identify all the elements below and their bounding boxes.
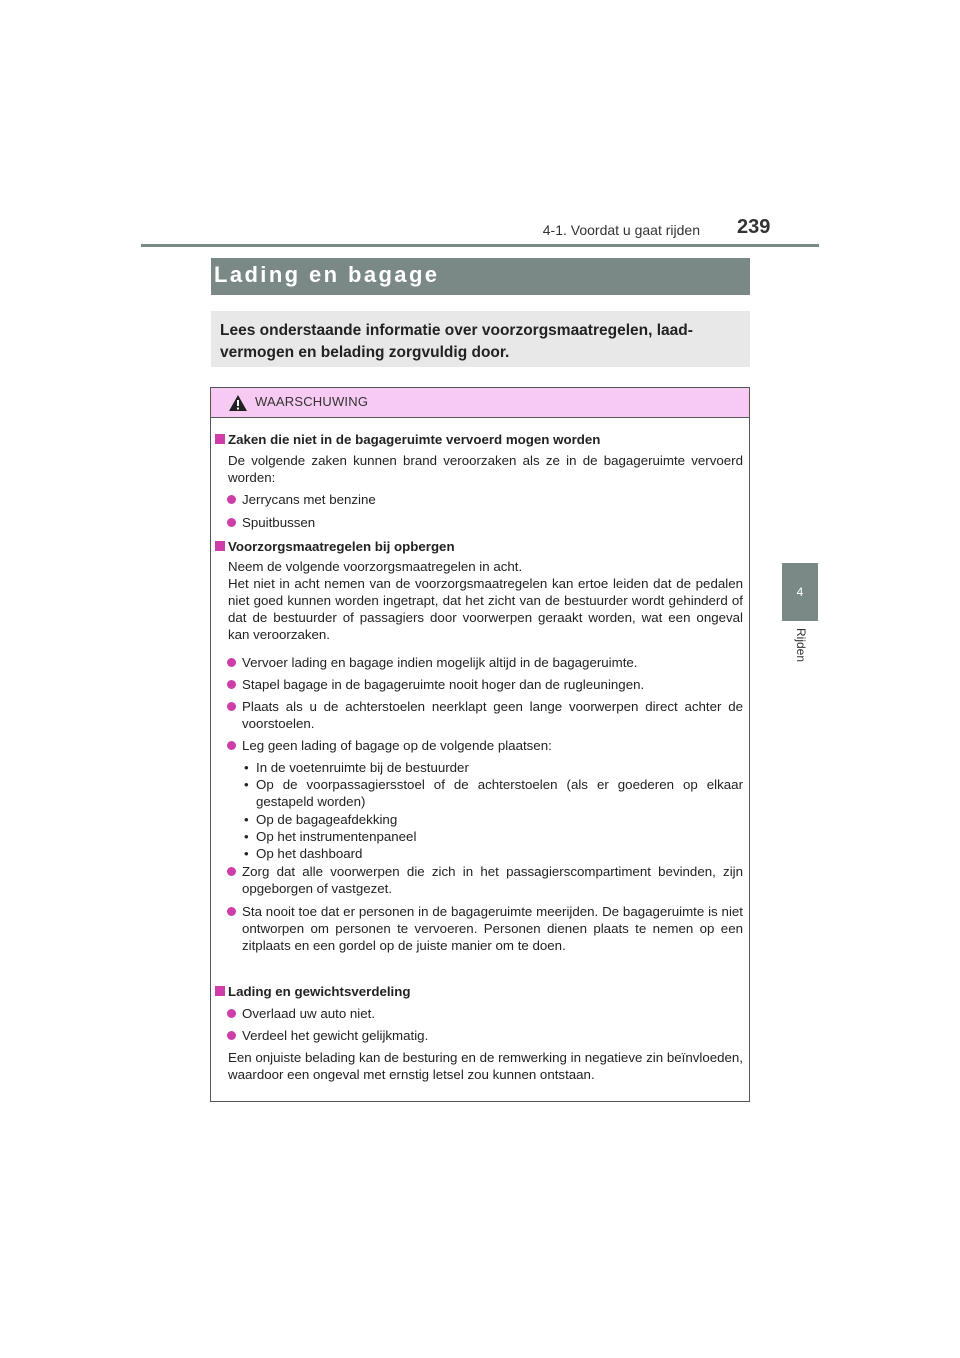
- list-item: Plaats als u de achterstoelen neerklapt geen lange voorwerpen direct achter de voorstoelen.: [242, 699, 743, 731]
- warning-box: WAARSCHUWING Zaken die niet in de bagageruimte vervoerd mogen worden De volgende zaken kunnen brand veroorzaken als ze in de bagageruimte vervoerd worden: Jerrycans met benzine Spuitbussen Voorzorgsmaatregelen bij opbergen Neem de volgende voorzorgsmaatregelen in acht. Het niet in acht nemen van de voorzorgsmaatregelen kan ertoe leiden dat de pedalen niet goed kunnen worden ingetrapt, dat het zicht van de bestuurder wordt gehinderd of dat de bestuurder of passagiers door voorwerpen geraakt worden, wat een ongeval kan veroorzaken. Vervoer lading en bagage indien mogelijk altijd in de bagageruimte. Stapel bagage in de bagageruimte nooit hoger dan de rugleuningen. Plaats als u de achterstoelen neerklapt geen lange voorwerpen direct achter de voorstoelen. Leg geen lading of bagage op de volgende plaatsen: • In de voetenruimte bij de bestuurder • Op de voorpassagiersstoel of de achterstoelen (als er goederen op elkaar gestapeld worden) • Op de bagageafdekking • Op het instrumentenpaneel • Op het dashboard Zorg dat alle voorwerpen die zich in het passagierscompartiment bevinden, zijn opgeborgen of vastgezet. Sta nooit toe dat er personen in de bagageruimte meerijden. De bagageruimte is niet ontworpen om personen te vervoeren. Personen dienen plaats te nemen op een zitplaats en een gordel op de juiste manier om te doen. Lading en gewichtsverdeling Overlaad uw auto niet. Verdeel het gewicht gelijkmatig. Een onjuiste belading kan de besturing en de remwerking in negatieve zin beïnvloeden, waardoor een ongeval met ernstig letsel zou kunnen ontstaan.: [210, 387, 750, 1102]
- round-bullet-icon: [227, 680, 236, 689]
- chapter-tab[interactable]: 4: [782, 563, 818, 621]
- section-heading: Voorzorgsmaatregelen bij opbergen: [228, 539, 455, 554]
- list-item: Sta nooit toe dat er personen in de bagageruimte meerijden. De bagageruimte is niet ontworpen om personen te vervoeren. Personen dienen plaats te nemen op een zitplaats en een gordel op de juiste manier om te doen.: [242, 904, 743, 953]
- list-item: Stapel bagage in de bagageruimte nooit hoger dan de rugleuningen.: [242, 677, 645, 692]
- list-item: Vervoer lading en bagage indien mogelijk altijd in de bagageruimte.: [242, 655, 638, 670]
- square-bullet-icon: [215, 541, 225, 551]
- round-bullet-icon: [227, 495, 236, 504]
- round-bullet-icon: [227, 702, 236, 711]
- section-title: 4-1. Voordat u gaat rijden: [542, 222, 700, 238]
- section-heading: Zaken die niet in de bagageruimte vervoerd mogen worden: [228, 432, 601, 447]
- sub-bullet: •: [244, 812, 249, 827]
- list-item: Spuitbussen: [242, 515, 316, 530]
- list-item: Zorg dat alle voorwerpen die zich in het passagierscompartiment bevinden, zijn opgeborgen of vastgezet.: [242, 864, 743, 896]
- page-number: 239: [737, 216, 771, 238]
- title-bar: [211, 258, 750, 295]
- section-heading: Lading en gewichtsverdeling: [228, 984, 411, 999]
- warning-title: WAARSCHUWING: [255, 394, 369, 409]
- round-bullet-icon: [227, 518, 236, 527]
- chapter-label: Rijden: [794, 628, 808, 663]
- section-text: Neem de volgende voorzorgsmaatregelen in acht.: [228, 559, 523, 574]
- warning-triangle-icon: [228, 394, 248, 412]
- square-bullet-icon: [215, 986, 225, 996]
- round-bullet-icon: [227, 1009, 236, 1018]
- intro-box: [211, 311, 750, 367]
- list-item: Overlaad uw auto niet.: [242, 1006, 376, 1021]
- round-bullet-icon: [227, 1031, 236, 1040]
- round-bullet-icon: [227, 741, 236, 750]
- square-bullet-icon: [215, 434, 225, 444]
- header-rule: [141, 244, 819, 247]
- section-text: Een onjuiste belading kan de besturing en de remwerking in negatieve zin beïnvloeden, waardoor een ongeval met ernstig letsel zou kunnen ontstaan.: [228, 1050, 743, 1082]
- list-item: Jerrycans met benzine: [242, 492, 376, 507]
- intro-text: Lees onderstaande informatie over voorzorgsmaatregelen, laad-vermogen en belading zorgvuldig door.: [220, 322, 693, 361]
- list-item: Verdeel het gewicht gelijkmatig.: [242, 1028, 429, 1043]
- list-item: Leg geen lading of bagage op de volgende plaatsen:: [242, 738, 552, 753]
- sub-bullet: •: [244, 829, 249, 844]
- round-bullet-icon: [227, 658, 236, 667]
- sub-bullet: •: [244, 846, 249, 861]
- warning-header: [211, 388, 749, 418]
- section-text: De volgende zaken kunnen brand veroorzaken als ze in de bagageruimte vervoerd worden:: [228, 453, 743, 485]
- sub-bullet: •: [244, 760, 249, 775]
- section-text: Het niet in acht nemen van de voorzorgsmaatregelen kan ertoe leiden dat de pedalen niet goed kunnen worden ingetrapt, dat het zicht van de bestuurder wordt gehinderd of dat de bestuurder of passagiers door voorwerpen geraakt worden, wat een ongeval kan veroorzaken.: [228, 576, 743, 642]
- round-bullet-icon: [227, 867, 236, 876]
- sub-bullet: •: [244, 777, 249, 792]
- round-bullet-icon: [227, 907, 236, 916]
- page-title: Lading en bagage: [214, 262, 440, 287]
